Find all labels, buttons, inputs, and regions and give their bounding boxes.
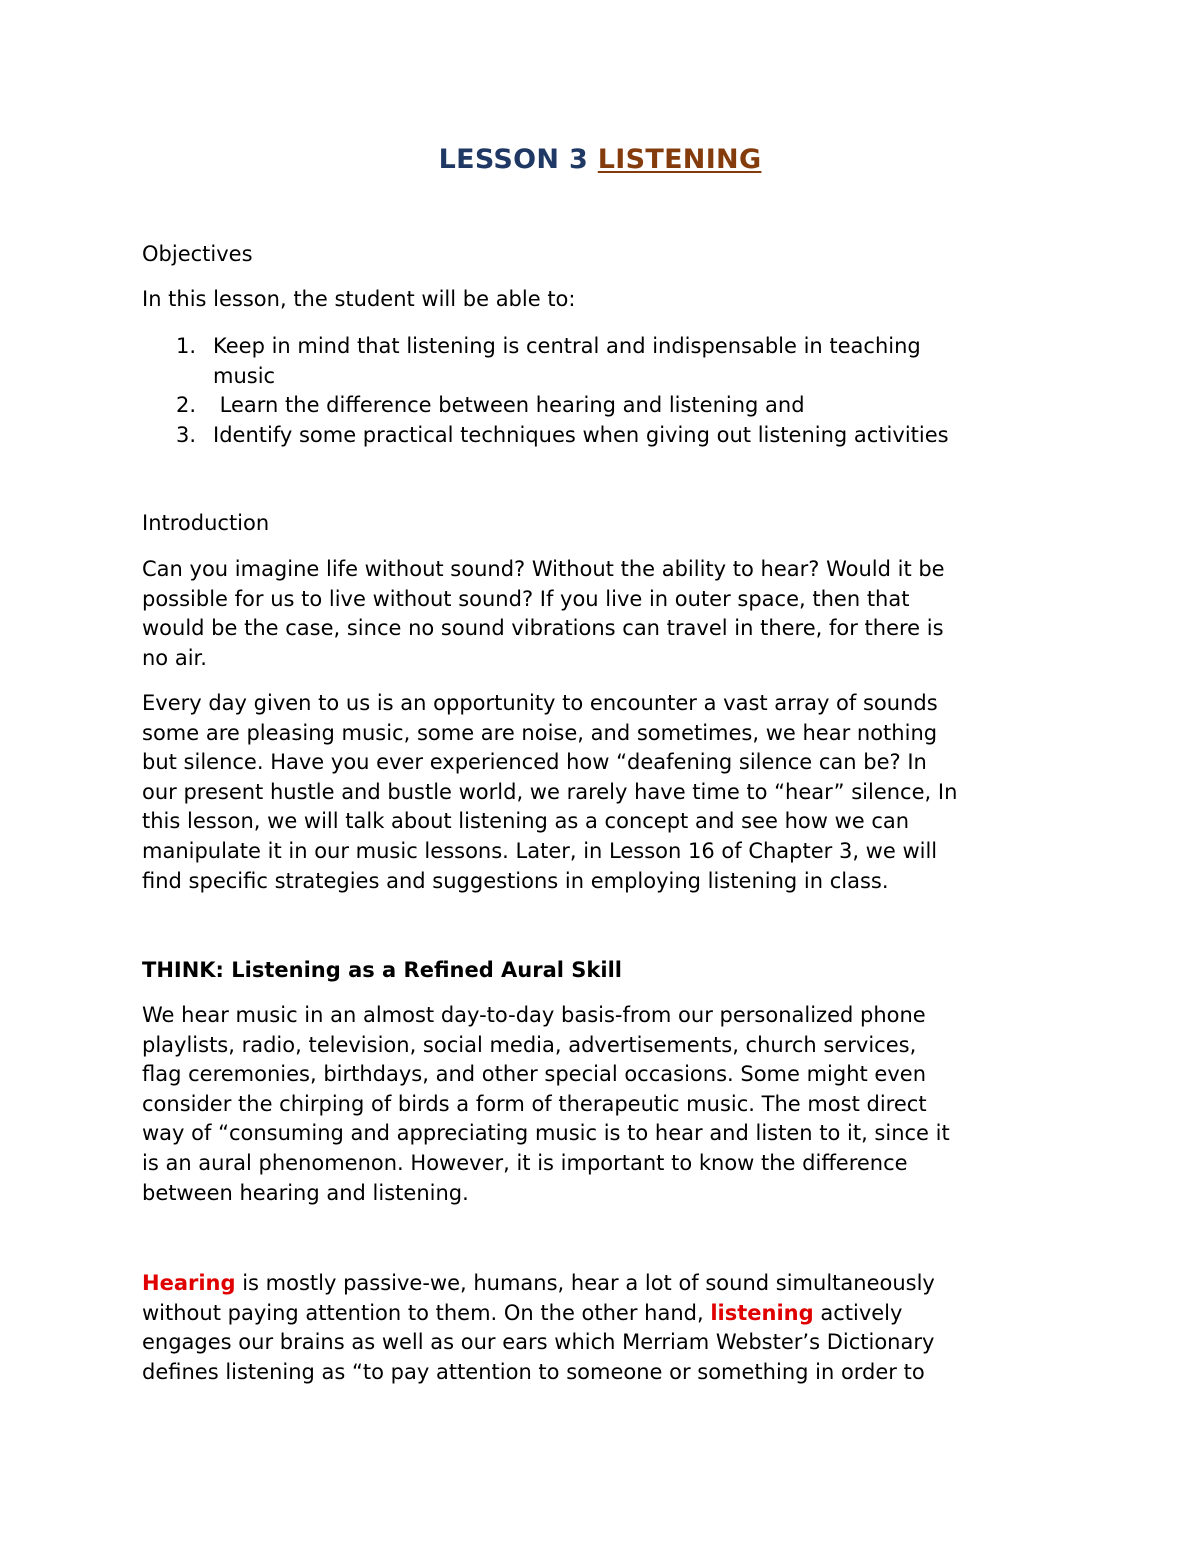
list-item-text: music <box>213 363 276 388</box>
list-number: 2. <box>176 393 197 418</box>
text-line: engages our brains as well as our ears which Merriam Webster’s Dictionary <box>142 1330 935 1355</box>
list-item <box>142 391 949 421</box>
text-line: playlists, radio, television, social media, advertisements, church services, <box>142 1032 917 1057</box>
list-item-text: Learn the difference between hearing and listening and <box>213 393 805 418</box>
list-item-text: Keep in mind that listening is central and indispensable in teaching <box>213 334 921 358</box>
text-span: without paying attention to them. On the other hand, <box>142 1300 711 1325</box>
introduction-heading: Introduction <box>142 511 270 535</box>
text-line: would be the case, since no sound vibrations can travel in there, for there is <box>142 616 944 641</box>
text-line: no air. <box>142 645 207 670</box>
text-line: manipulate it in our music lessons. Later, in Lesson 16 of Chapter 3, we will <box>142 838 938 863</box>
introduction-paragraph-2 <box>142 689 957 896</box>
objectives-heading: Objectives <box>142 242 253 266</box>
text-line: consider the chirping of birds a form of therapeutic music. The most direct <box>142 1091 927 1116</box>
list-item-text: Identify some practical techniques when giving out listening activities <box>213 422 949 447</box>
list-number: 3. <box>176 422 197 447</box>
text-line: is an aural phenomenon. However, it is important to know the difference <box>142 1150 908 1175</box>
list-item <box>142 332 949 391</box>
text-line: defines listening as “to pay attention to someone or something in order to <box>142 1359 925 1384</box>
text-line: this lesson, we will talk about listening as a concept and see how we can <box>142 809 910 834</box>
text-line: flag ceremonies, birthdays, and other special occasions. Some might even <box>142 1062 927 1087</box>
list-item <box>142 421 949 451</box>
text-line: way of “consuming and appreciating music is to hear and listen to it, since it <box>142 1121 950 1146</box>
title-lesson-number: LESSON 3 <box>438 144 589 175</box>
text-line: We hear music in an almost day-to-day basis-from our personalized phone <box>142 1003 926 1027</box>
text-span: is mostly passive-we, humans, hear a lot of sound simultaneously <box>235 1271 935 1295</box>
text-line: between hearing and listening. <box>142 1180 469 1205</box>
text-line: but silence. Have you ever experienced how “deafening silence can be? In <box>142 750 927 775</box>
listening-term: listening <box>710 1300 814 1325</box>
text-line: Every day given to us is an opportunity to encounter a vast array of sounds <box>142 691 938 715</box>
hearing-term: Hearing <box>142 1271 236 1295</box>
text-span: actively <box>813 1300 903 1325</box>
hearing-paragraph <box>142 1269 935 1387</box>
text-line: some are pleasing music, some are noise, and sometimes, we hear nothing <box>142 720 938 745</box>
objectives-list <box>142 332 949 450</box>
think-paragraph <box>142 1001 950 1208</box>
text-line <box>142 1299 935 1329</box>
text-line: our present hustle and bustle world, we rarely have time to “hear” silence, In <box>142 779 958 804</box>
text-line: find specific strategies and suggestions in employing listening in class. <box>142 868 889 893</box>
text-line: possible for us to live without sound? If you live in outer space, then that <box>142 586 910 611</box>
title-topic: LISTENING <box>597 144 762 175</box>
objectives-intro: In this lesson, the student will be able to: <box>142 287 576 311</box>
list-number: 1. <box>176 334 197 358</box>
text-line: Can you imagine life without sound? Without the ability to hear? Would it be <box>142 557 945 581</box>
think-heading: THINK: Listening as a Refined Aural Skill <box>142 958 622 982</box>
text-line <box>142 1269 935 1299</box>
page-title <box>142 144 1058 175</box>
introduction-paragraph-1 <box>142 555 945 673</box>
